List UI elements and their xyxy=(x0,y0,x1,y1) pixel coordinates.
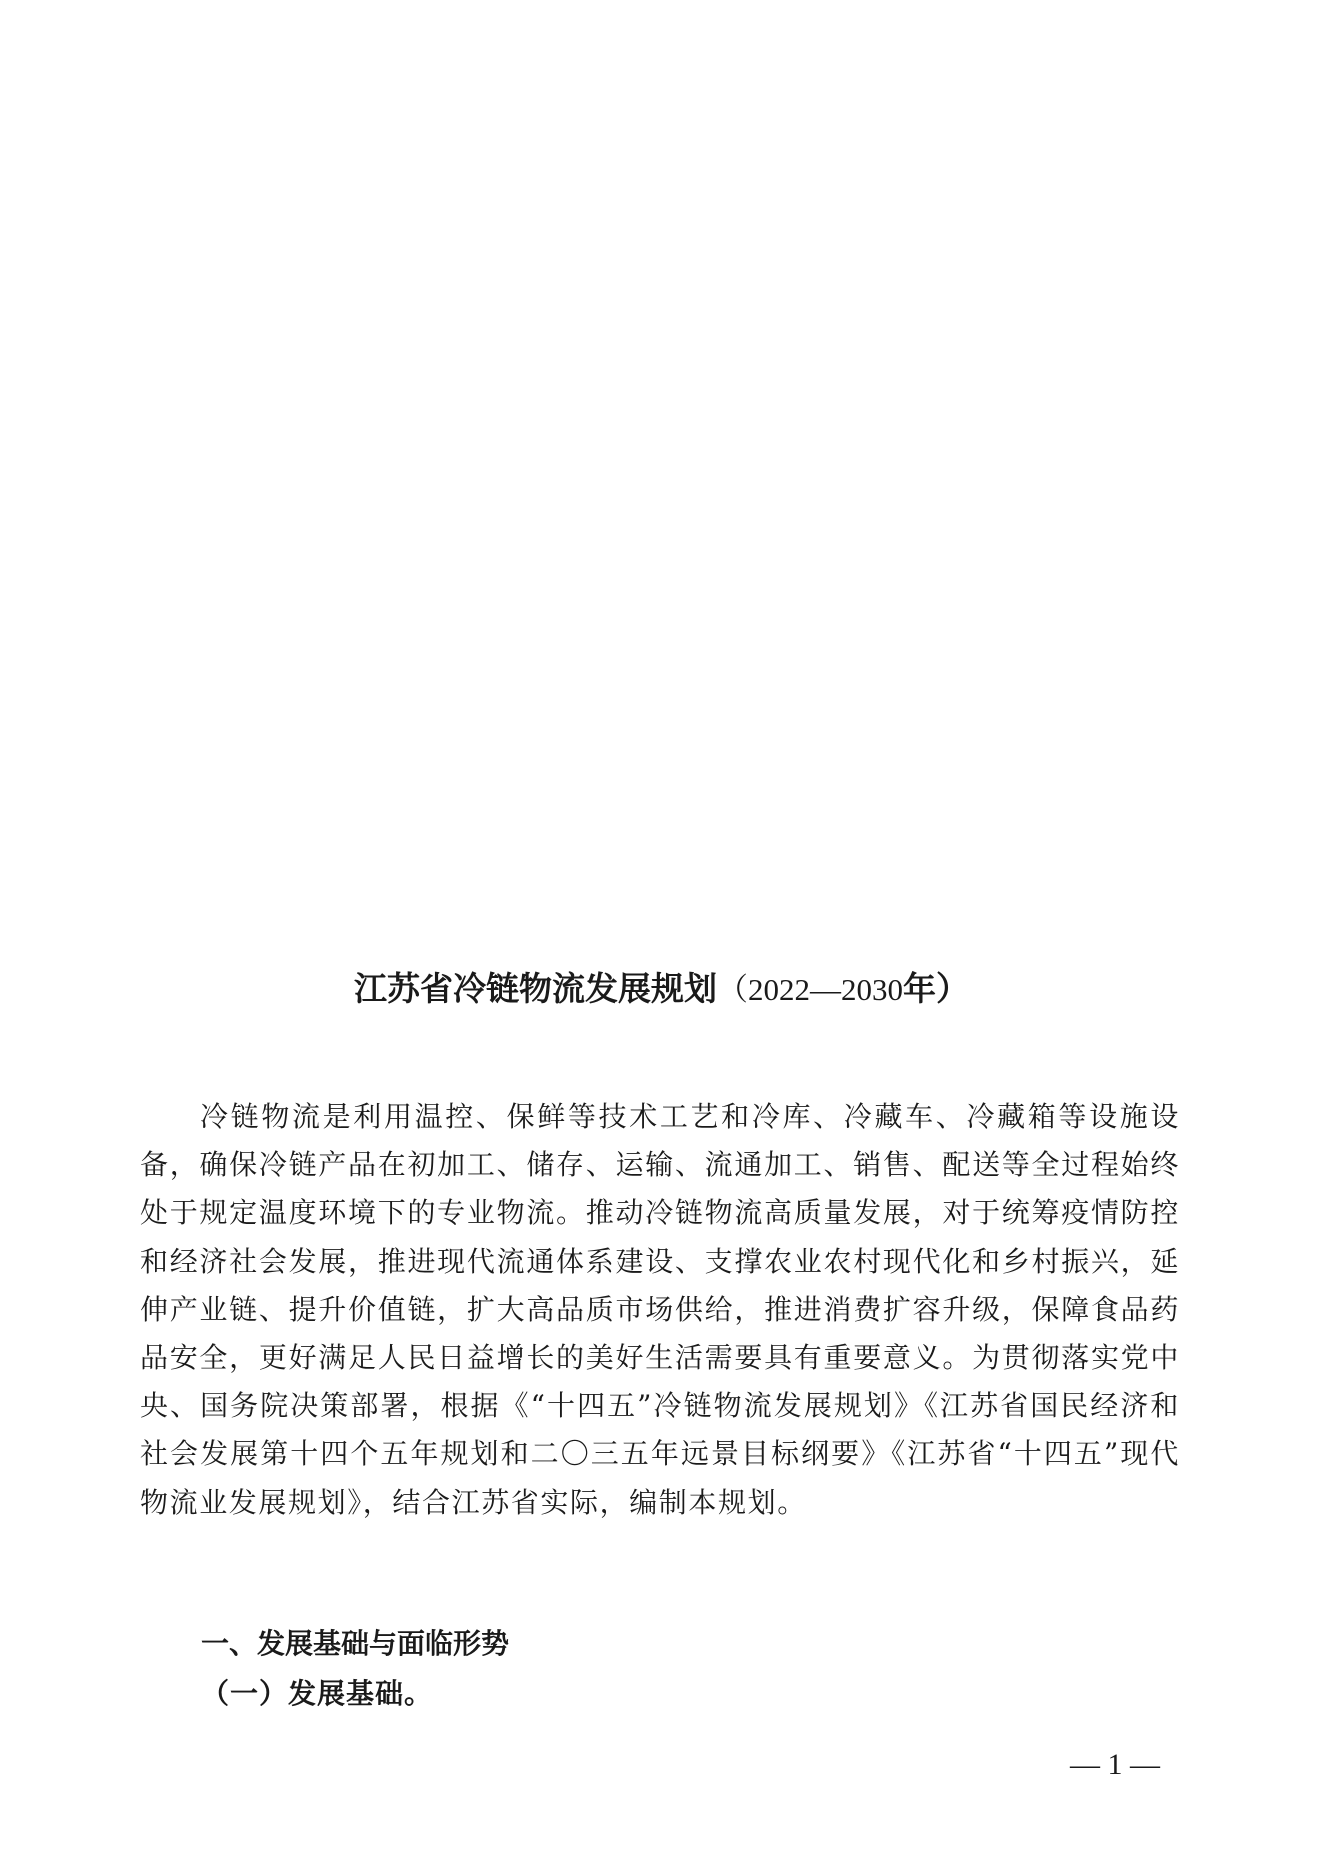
document-title-main: 江苏省冷链物流发展规划 xyxy=(354,969,717,1008)
intro-paragraph: 冷链物流是利用温控、保鲜等技术工艺和冷库、冷藏车、冷藏箱等设施设备，确保冷链产品在初加工、储存、运输、流通加工、销售、配送等全过程始终处于规定温度环境下的专业物流。推动冷链物流高质量发展，对于统筹疫情防控和经济社会发展，推进现代流通体系建设、支撑农业农村现代化和乡村振兴，延伸产业链、提升价值链，扩大高品质市场供给，推进消费扩容升级，保障食品药品安全，更好满足人民日益增长的美好生活需要具有重要意义。为贯彻落实党中央、国务院决策部署，根据《“十四五”冷链物流发展规划》《江苏省国民经济和社会发展第十四个五年规划和二〇三五年远景目标纲要》《江苏省“十四五”现代物流业发展规划》，结合江苏省实际，编制本规划。 xyxy=(140,1100,1180,1519)
section-heading: 一、发展基础与面临形势 xyxy=(201,1627,510,1660)
document-title-years: （2022—2030 xyxy=(717,972,903,1007)
subsection-heading: （一）发展基础。 xyxy=(201,1677,434,1710)
document-title-suffix: 年） xyxy=(903,969,969,1008)
document-title xyxy=(0,965,1323,1014)
page-number: — 1 — xyxy=(1070,1748,1160,1781)
